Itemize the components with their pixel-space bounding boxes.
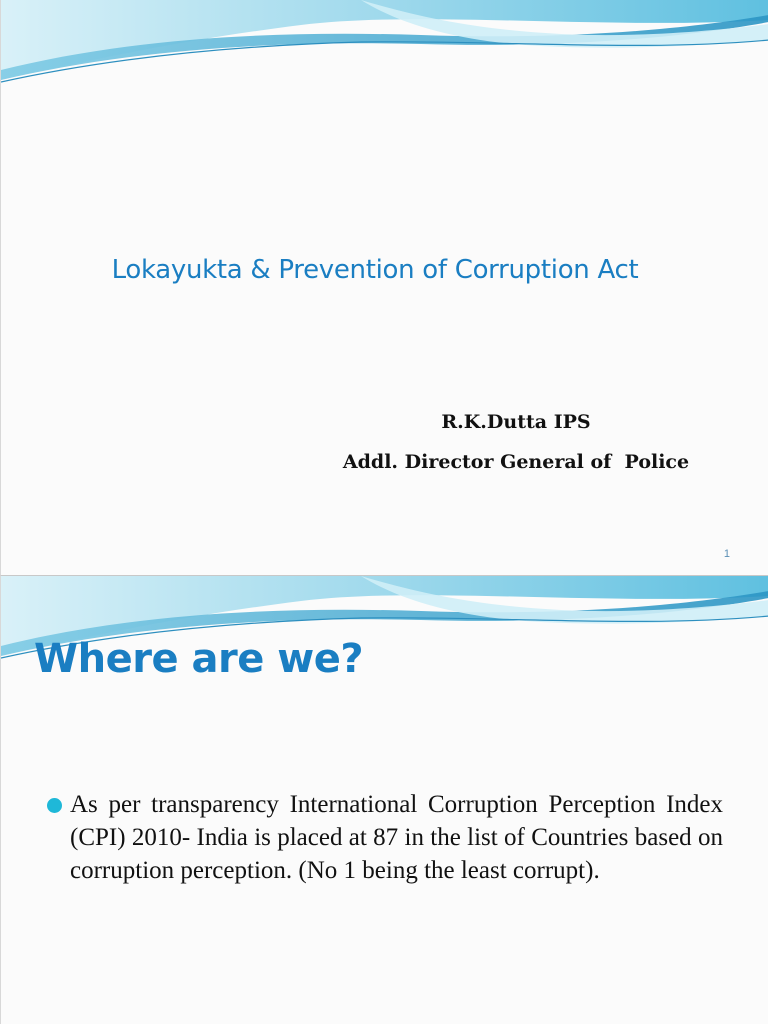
bullet-text: As per transparency International Corruption Perception Index (CPI) 2010- India is placed at 87 in the list of Countries based on corruption perception. (No 1 being the least corrupt). [70,791,723,884]
bullet-dot-icon [47,798,62,813]
author-name: R.K.Dutta IPS [441,411,591,433]
content-slide [0,575,768,1024]
slide-number: 1 [723,548,730,560]
author-designation: Addl. Director General of Police [342,451,690,473]
header-wave-decoration [1,0,768,90]
bullet-item [47,788,723,887]
presentation-title: Lokayukta & Prevention of Corruption Act [111,255,639,285]
slide-heading: Where are we? [34,636,364,682]
author-block [321,402,711,482]
